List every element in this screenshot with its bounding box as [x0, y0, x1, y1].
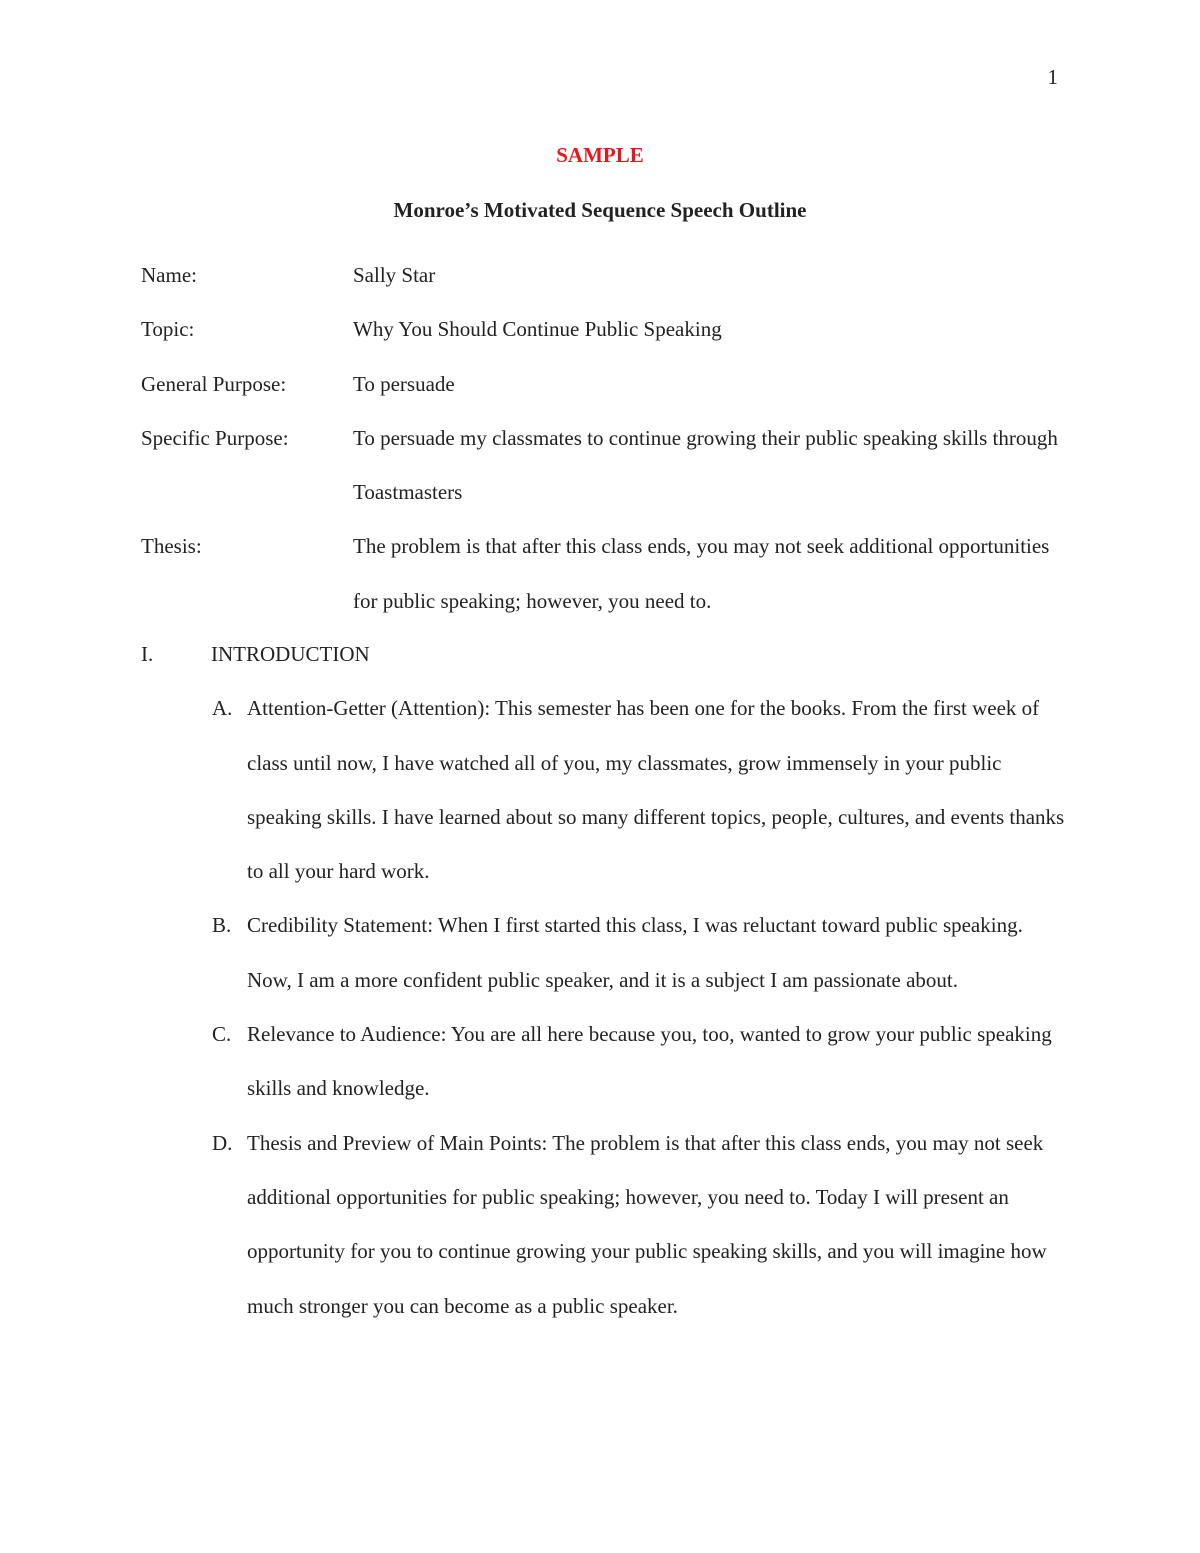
field-row-general-purpose: [141, 357, 1061, 411]
document-title: Monroe’s Motivated Sequence Speech Outline: [393, 198, 807, 222]
item-letter: A.: [212, 696, 233, 721]
field-row-thesis: [141, 519, 1061, 628]
field-row-specific-purpose: [141, 411, 1061, 520]
field-label: Specific Purpose:: [141, 425, 289, 450]
section-title: INTRODUCTION: [211, 642, 370, 666]
outline-item-relevance: [212, 1007, 1071, 1116]
section-items: [212, 681, 1071, 1333]
field-label: Name:: [141, 263, 197, 287]
item-text: Attention-Getter (Attention): This semester has been one for the books. From the first week of class until now, I have watched all of you, my classmates, grow immensely in your public speaking skills. I have learned about so many different topics, people, cultures, and events thanks to all your hard work.: [247, 696, 1065, 884]
item-text: Relevance to Audience: You are all here because you, too, wanted to grow your public speaking skills and knowledge.: [247, 1022, 1052, 1101]
field-label: Topic:: [141, 317, 195, 342]
item-text: Thesis and Preview of Main Points: The problem is that after this class ends, you may not seek additional opportunities for public speaking; however, you need to. Today I will present an opportunity for you to continue growing your public speaking skills, and you will imagine how much stronger you can become as a public speaker.: [247, 1130, 1047, 1318]
field-value: To persuade: [353, 371, 455, 396]
field-row-name: [141, 248, 1061, 302]
page-number: 1: [1047, 65, 1058, 89]
field-value: The problem is that after this class ends, you may not seek additional opportunities for public speaking; however, you need to.: [353, 534, 1050, 613]
sample-label: SAMPLE: [556, 143, 644, 167]
item-letter: C.: [212, 1022, 232, 1047]
section-heading: [141, 627, 1071, 681]
item-text: Credibility Statement: When I first started this class, I was reluctant toward public speaking. Now, I am a more confident public speaker, and it is a subject I am passionate about.: [247, 913, 1023, 992]
item-letter: B.: [212, 913, 232, 938]
field-value: To persuade my classmates to continue growing their public speaking skills through Toastmasters: [353, 425, 1058, 505]
outline-item-credibility: [212, 898, 1071, 1007]
field-value: Why You Should Continue Public Speaking: [353, 317, 722, 342]
speech-info-fields: [141, 248, 1061, 628]
outline-item-thesis-preview: [212, 1116, 1071, 1333]
field-label: General Purpose:: [141, 371, 287, 396]
speech-outline: [141, 627, 1071, 1333]
field-label: Thesis:: [141, 534, 202, 559]
item-letter: D.: [212, 1130, 233, 1155]
field-value: Sally Star: [353, 263, 436, 287]
outline-item-attention-getter: [212, 681, 1071, 898]
section-numeral: I.: [141, 642, 154, 666]
field-row-topic: [141, 302, 1061, 356]
